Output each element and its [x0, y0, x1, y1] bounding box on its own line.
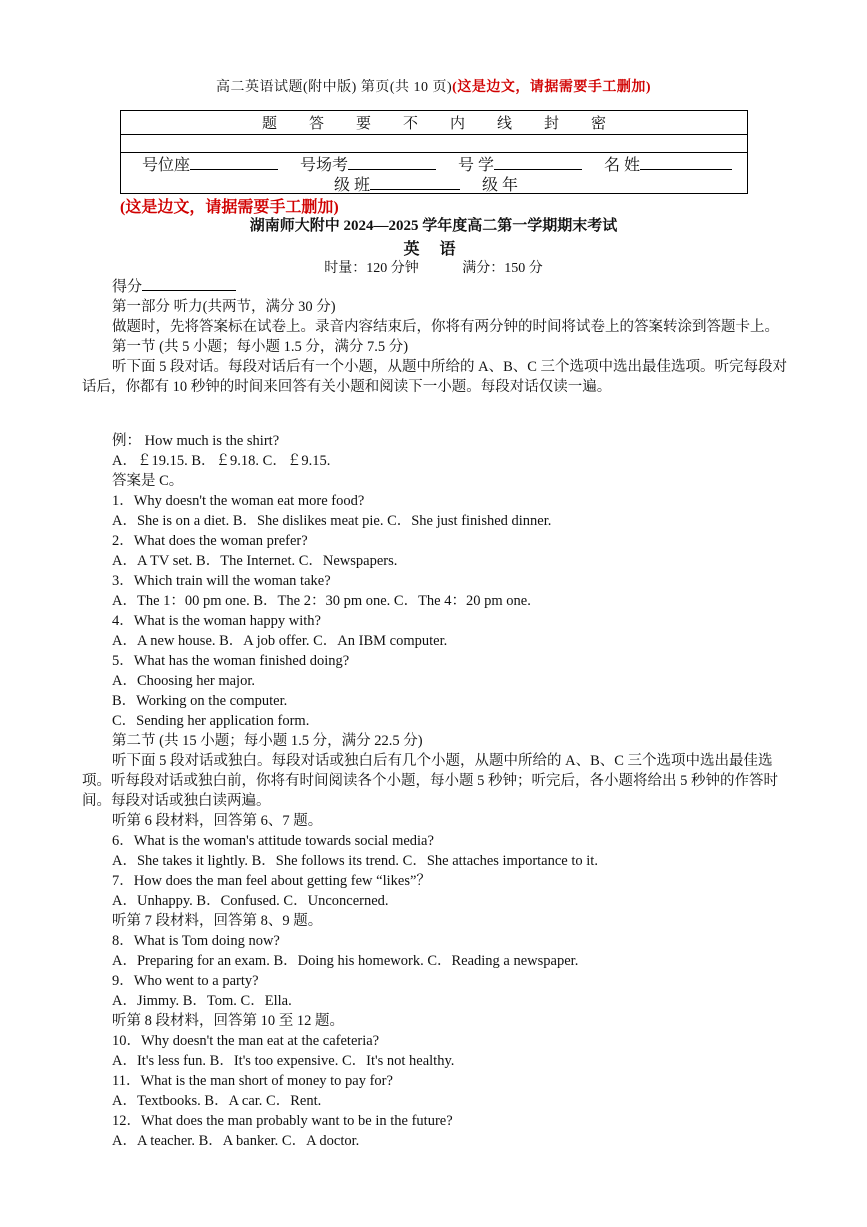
student-id-label: 号 学 [458, 157, 495, 174]
options-line: A．Jimmy. B．Tom. C．Ella. [112, 993, 292, 1009]
question-line: 4．What is the woman happy with? [112, 613, 321, 629]
header-edge-note: (这是边文，请据需要手工删加) [452, 80, 651, 95]
options-line: A．A new house. B．A job offer. C．An IBM computer. [112, 633, 448, 649]
seal-word: 内 [450, 116, 466, 132]
part1-instruction: 做题时，先将答案标在试卷上。录音内容结束后，你将有两分钟的时间将试卷上的答案转涂到答题卡上。 [112, 319, 779, 335]
question-line: 11．What is the man short of money to pay for? [112, 1073, 393, 1089]
running-header [0, 76, 867, 96]
question-line: 3．Which train will the woman take? [112, 573, 331, 589]
question-line: 8．What is Tom doing now? [112, 933, 280, 949]
seal-warning-row [121, 111, 747, 135]
options-line: A．Preparing for an exam. B．Doing his homework. C．Reading a newspaper. [112, 953, 579, 969]
options-line: A．A teacher. B．A banker. C．A doctor. [112, 1133, 360, 1149]
exam-content [82, 276, 788, 1151]
exam-title: 湖南师大附中 2024—2025 学年度高二第一学期期末考试 [249, 218, 618, 234]
seal-blank-row [121, 135, 747, 153]
options-line: A．Unhappy. B．Confused. C．Unconcerned. [112, 893, 389, 909]
edge-note: (这是边文，请据需要手工删加) [120, 199, 339, 216]
exam-meta [0, 257, 867, 277]
room-label: 号场考 [300, 157, 349, 174]
subject-title: 英 语 [403, 241, 464, 258]
options-line: A．A TV set. B．The Internet. C．Newspapers. [112, 553, 398, 569]
seal-word: 要 [355, 116, 371, 132]
seal-word: 线 [497, 116, 513, 132]
header-text: 高二英语试题(附中版) 第页(共 10 页) [216, 80, 453, 95]
material-line: 听第 8 段材料，回答第 10 至 12 题。 [112, 1013, 344, 1029]
name-blank[interactable] [640, 155, 732, 170]
seal-word: 题 [261, 116, 277, 132]
seal-word: 答 [308, 116, 324, 132]
example-options: A．￡19.15. B．￡9.18. C．￡9.15. [112, 453, 331, 469]
question-line: 12．What does the man probably want to be in the future? [112, 1113, 453, 1129]
options-line: A．She is on a diet. B．She dislikes meat pie. C．She just finished dinner. [112, 513, 552, 529]
options-line: A．She takes it lightly. B．She follows its trend. C．She attaches importance to it. [112, 853, 598, 869]
question-line: 5．What has the woman finished doing? [112, 653, 350, 669]
material-line: 听第 6 段材料，回答第 6、7 题。 [112, 813, 323, 829]
spacer [82, 397, 788, 431]
options-line: B．Working on the computer. [112, 693, 288, 709]
score-blank[interactable] [142, 276, 236, 291]
section1-instruction: 听下面 5 段对话。每段对话后有一个小题，从题中所给的 A、B、C 三个选项中选出最佳选项。听完每段对话后，你都有 10 秒钟的时间来回答有关小题和阅读下一小题。每段对话仅读一遍。 [82, 359, 788, 395]
seal-word: 不 [402, 116, 418, 132]
seat-label: 号位座 [142, 157, 191, 174]
seat-blank[interactable] [190, 155, 278, 170]
seal-word: 封 [544, 116, 560, 132]
options-line: A．Choosing her major. [112, 673, 255, 689]
student-id-blank[interactable] [494, 155, 582, 170]
section2-instruction: 听下面 5 段对话或独白。每段对话或独白后有几个小题，从题中所给的 A、B、C 三个选项中选出最佳选项。听每段对话或独白前，你将有时间阅读各个小题，每小题 5 秒钟；听完后，各小题将给出 5 秒钟的作答时间。每段对话或独白读两遍。 [82, 753, 778, 809]
part1-heading: 第一部分 听力(共两节，满分 30 分) [112, 299, 336, 315]
time-limit: 时量：120 分钟 [324, 261, 419, 276]
room-blank[interactable] [348, 155, 436, 170]
example-answer: 答案是 C。 [112, 473, 184, 489]
name-label: 名 姓 [604, 157, 641, 174]
options-line: C．Sending her application form. [112, 713, 310, 729]
section1-heading: 第一节 (共 5 小题；每小题 1.5 分，满分 7.5 分) [112, 339, 409, 355]
full-score: 满分：150 分 [462, 261, 543, 276]
options-line: A．Textbooks. B．A car. C．Rent. [112, 1093, 322, 1109]
question-line: 6．What is the woman's attitude towards social media? [112, 833, 434, 849]
score-label: 得分 [112, 279, 143, 295]
section2-heading: 第二节 (共 15 小题；每小题 1.5 分，满分 22.5 分) [112, 733, 423, 749]
seal-word: 密 [591, 116, 607, 132]
info-fields-row2 [334, 172, 518, 195]
question-line: 7．How does the man feel about getting few “likes”？ [112, 873, 431, 889]
grade-label: 级 年 [482, 177, 519, 194]
example-question: 例： How much is the shirt? [112, 433, 280, 449]
options-line: A．It's less fun. B．It's too expensive. C．It's not healthy. [112, 1053, 455, 1069]
material-line: 听第 7 段材料，回答第 8、9 题。 [112, 913, 323, 929]
question-line: 2．What does the woman prefer? [112, 533, 308, 549]
options-line: A．The 1：00 pm one. B．The 2：30 pm one. C．The 4：20 pm one. [112, 593, 531, 609]
question-line: 10．Why doesn't the man eat at the cafeteria? [112, 1033, 380, 1049]
class-label: 级 班 [334, 177, 371, 194]
question-line: 9．Who went to a party? [112, 973, 259, 989]
question-line: 1．Why doesn't the woman eat more food? [112, 493, 365, 509]
score-line [82, 276, 788, 297]
class-blank[interactable] [370, 175, 460, 190]
